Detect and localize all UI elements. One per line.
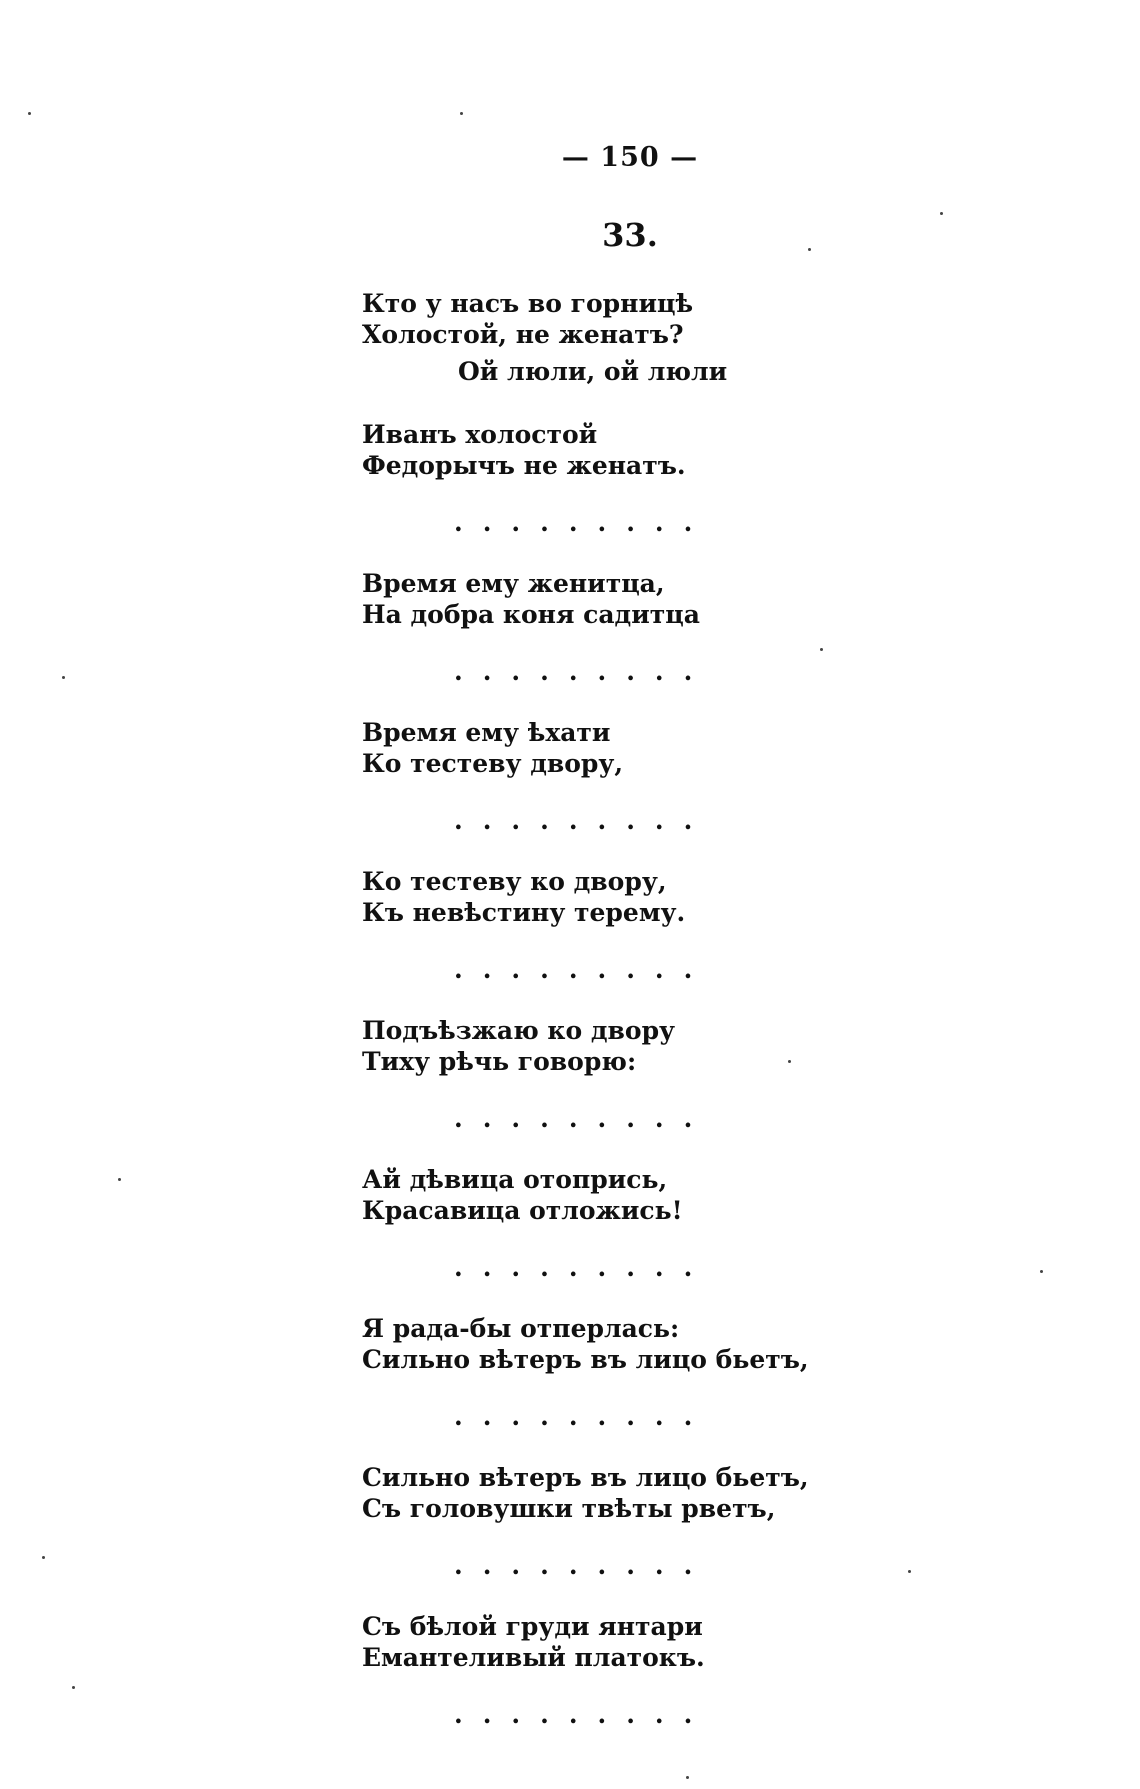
ellipsis-dots: ......... [454, 1402, 713, 1431]
stanza [362, 1015, 822, 1134]
scan-speck [118, 1178, 121, 1181]
ellipsis-dots: ......... [454, 657, 713, 686]
verse-line: Холостой, не женатъ? [362, 320, 684, 349]
scan-speck [460, 112, 463, 115]
ellipsis-dots: ......... [454, 955, 713, 984]
scan-speck [1040, 1270, 1043, 1273]
verse-line: Я рада-бы отперлась: [362, 1314, 680, 1343]
verse-line: Ко тестеву двору, [362, 749, 624, 778]
stanza [362, 1462, 822, 1581]
scan-speck [72, 1686, 75, 1689]
song-number: 33. [602, 216, 658, 254]
scan-speck [808, 248, 811, 251]
ellipsis-dots: ......... [454, 806, 713, 835]
scan-speck [820, 648, 823, 651]
stanza [362, 1164, 822, 1283]
verse-line: Федорычъ не женатъ. [362, 451, 686, 480]
verse-line: Иванъ холостой [362, 420, 598, 449]
refrain-line: Ой люли, ой люли [458, 357, 728, 386]
verse-line: Съ головушки твѣты рветъ, [362, 1494, 776, 1523]
scan-speck [686, 1776, 689, 1779]
verse-line: Емантеливый платокъ. [362, 1643, 705, 1672]
stanza [362, 419, 822, 538]
verse-line: Сильно вѣтеръ въ лицо бьетъ, [362, 1345, 809, 1374]
stanza [362, 568, 822, 687]
scan-speck [28, 112, 31, 115]
verse-line: Ай дѣвица отопрись, [362, 1165, 668, 1194]
stanza [362, 717, 822, 836]
ellipsis-dots: ......... [454, 1700, 713, 1729]
verse-line: Тиху рѣчь говорю: [362, 1047, 637, 1076]
scan-speck [42, 1556, 45, 1559]
scan-speck [940, 212, 943, 215]
page-number: — 150 — [561, 142, 699, 173]
verse-line: Кто у насъ во горницѣ [362, 289, 694, 318]
stanza [362, 1313, 822, 1432]
verse-line: Къ невѣстину терему. [362, 898, 686, 927]
poem [362, 288, 822, 1760]
ellipsis-dots: ......... [454, 1551, 713, 1580]
verse-line: Съ бѣлой груди янтари [362, 1612, 703, 1641]
verse-line: Сильно вѣтеръ въ лицо бьетъ, [362, 1463, 809, 1492]
stanza [362, 866, 822, 985]
verse-line: Красавица отложись! [362, 1196, 683, 1225]
ellipsis-dots: ......... [454, 508, 713, 537]
scan-speck [788, 1060, 791, 1063]
scan-speck [62, 676, 65, 679]
ellipsis-dots: ......... [454, 1104, 713, 1133]
verse-line: Время ему женитца, [362, 569, 665, 598]
verse-line: Ко тестеву ко двору, [362, 867, 667, 896]
verse-line: Подъѣзжаю ко двору [362, 1016, 676, 1045]
verse-line: Время ему ѣхати [362, 718, 611, 747]
stanza [362, 288, 822, 387]
verse-line: На добра коня садитца [362, 600, 700, 629]
scan-speck [908, 1570, 911, 1573]
stanza [362, 1611, 822, 1730]
ellipsis-dots: ......... [454, 1253, 713, 1282]
